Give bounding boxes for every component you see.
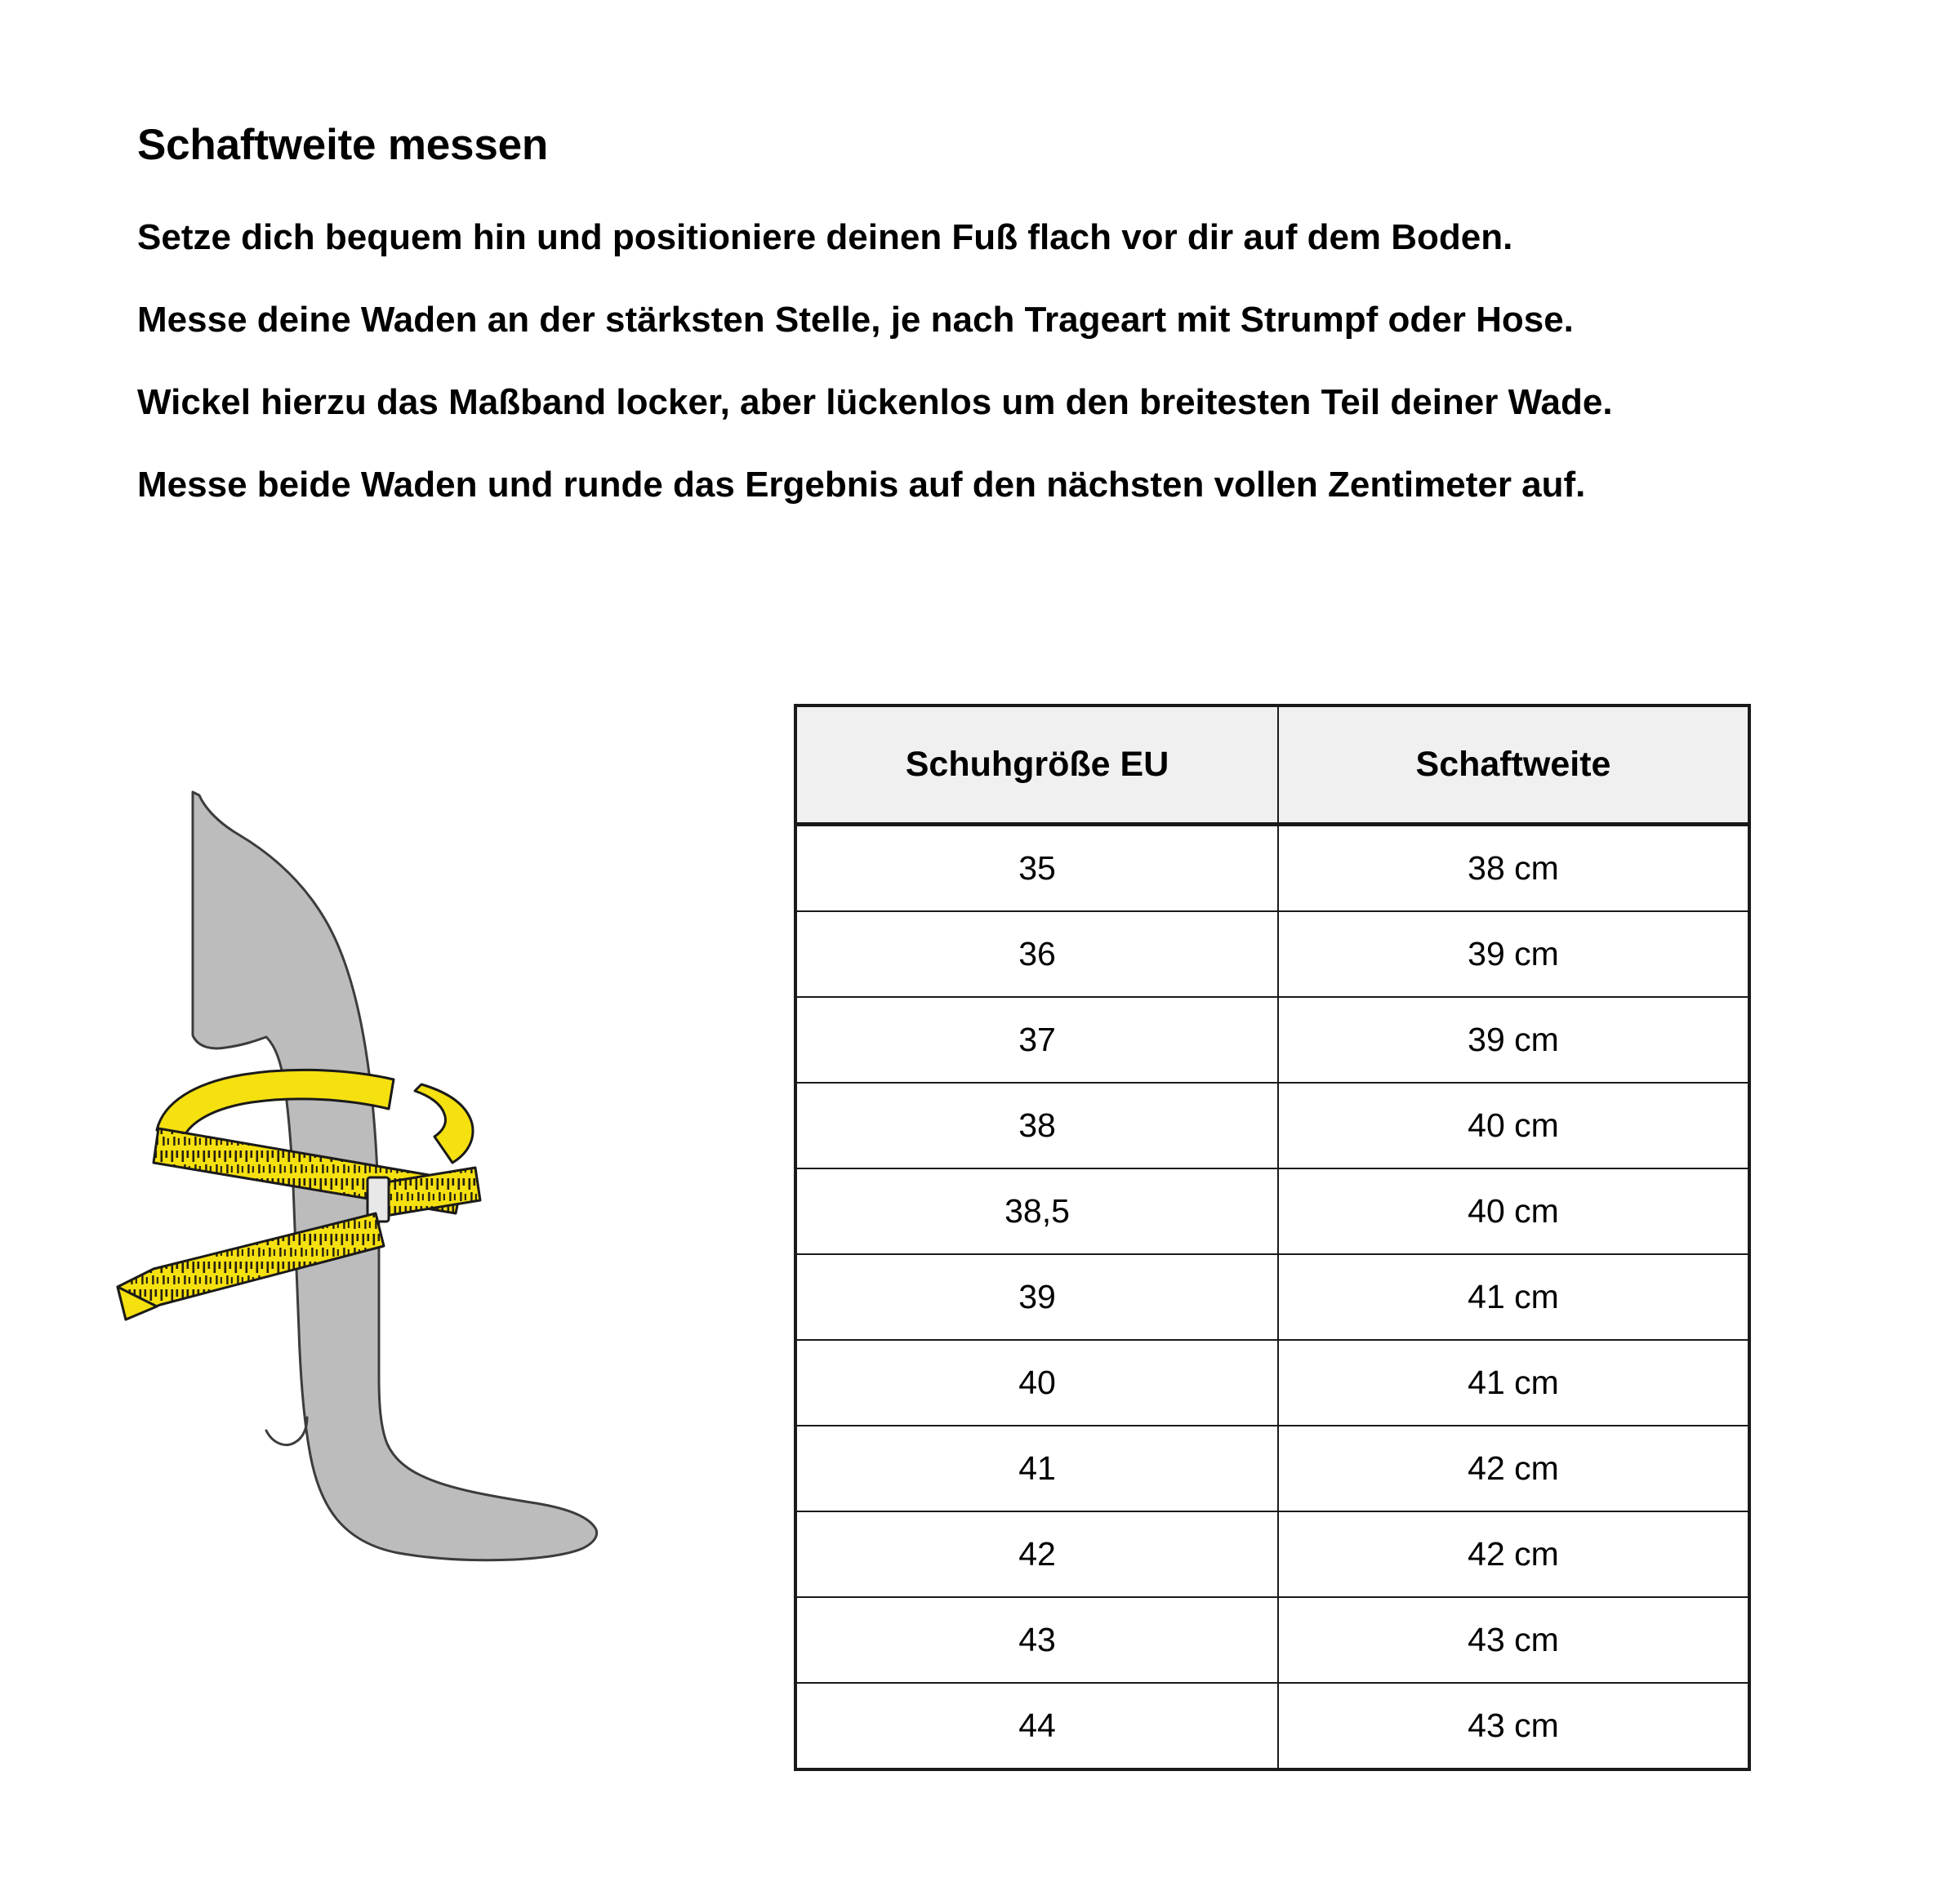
cell-shaft-width: 39 cm bbox=[1278, 997, 1749, 1083]
table-row bbox=[795, 1426, 1749, 1511]
instruction-line-2: Messe deine Waden an der stärksten Stelle, je nach Trageart mit Strumpf oder Hose. bbox=[137, 299, 1574, 340]
table-row bbox=[795, 1083, 1749, 1168]
table-row bbox=[795, 1168, 1749, 1254]
table-row bbox=[795, 1683, 1749, 1769]
cell-shoe-size: 38 bbox=[795, 1083, 1278, 1168]
table-row bbox=[795, 1254, 1749, 1340]
cell-shaft-width: 43 cm bbox=[1278, 1683, 1749, 1769]
cell-shaft-width: 38 cm bbox=[1278, 825, 1749, 912]
cell-shoe-size: 38,5 bbox=[795, 1168, 1278, 1254]
cell-shaft-width: 43 cm bbox=[1278, 1597, 1749, 1683]
leg-diagram-svg bbox=[106, 759, 662, 1649]
instruction-line-4: Messe beide Waden und runde das Ergebnis auf den nächsten vollen Zentimeter auf. bbox=[137, 465, 1586, 505]
table-row bbox=[795, 997, 1749, 1083]
cell-shoe-size: 36 bbox=[795, 911, 1278, 997]
cell-shaft-width: 41 cm bbox=[1278, 1340, 1749, 1426]
cell-shaft-width: 40 cm bbox=[1278, 1168, 1749, 1254]
table-row bbox=[795, 1597, 1749, 1683]
cell-shaft-width: 42 cm bbox=[1278, 1511, 1749, 1597]
cell-shoe-size: 40 bbox=[795, 1340, 1278, 1426]
page-title: Schaftweite messen bbox=[137, 121, 549, 169]
table-row bbox=[795, 825, 1749, 912]
cell-shaft-width: 42 cm bbox=[1278, 1426, 1749, 1511]
column-header-shoe-size: Schuhgröße EU bbox=[795, 705, 1278, 825]
instruction-line-3: Wickel hierzu das Maßband locker, aber lückenlos um den breitesten Teil deiner Wade. bbox=[137, 382, 1613, 423]
table-row bbox=[795, 1340, 1749, 1426]
cell-shaft-width: 41 cm bbox=[1278, 1254, 1749, 1340]
cell-shoe-size: 44 bbox=[795, 1683, 1278, 1769]
cell-shoe-size: 37 bbox=[795, 997, 1278, 1083]
cell-shoe-size: 41 bbox=[795, 1426, 1278, 1511]
table-header bbox=[795, 705, 1749, 825]
size-chart-table bbox=[794, 704, 1751, 1771]
table-row bbox=[795, 1511, 1749, 1597]
cell-shoe-size: 42 bbox=[795, 1511, 1278, 1597]
table-header-row bbox=[795, 705, 1749, 825]
instructions-block bbox=[137, 122, 1836, 504]
cell-shoe-size: 43 bbox=[795, 1597, 1278, 1683]
cell-shoe-size: 39 bbox=[795, 1254, 1278, 1340]
table-row bbox=[795, 911, 1749, 997]
table-body bbox=[795, 825, 1749, 1770]
cell-shaft-width: 39 cm bbox=[1278, 911, 1749, 997]
instruction-line-1: Setze dich bequem hin und positioniere deinen Fuß flach vor dir auf dem Boden. bbox=[137, 216, 1513, 257]
cell-shoe-size: 35 bbox=[795, 825, 1278, 912]
cell-shaft-width: 40 cm bbox=[1278, 1083, 1749, 1168]
leg-measurement-illustration bbox=[106, 759, 662, 1649]
column-header-shaft-width: Schaftweite bbox=[1278, 705, 1749, 825]
size-chart-container bbox=[794, 704, 1751, 1771]
